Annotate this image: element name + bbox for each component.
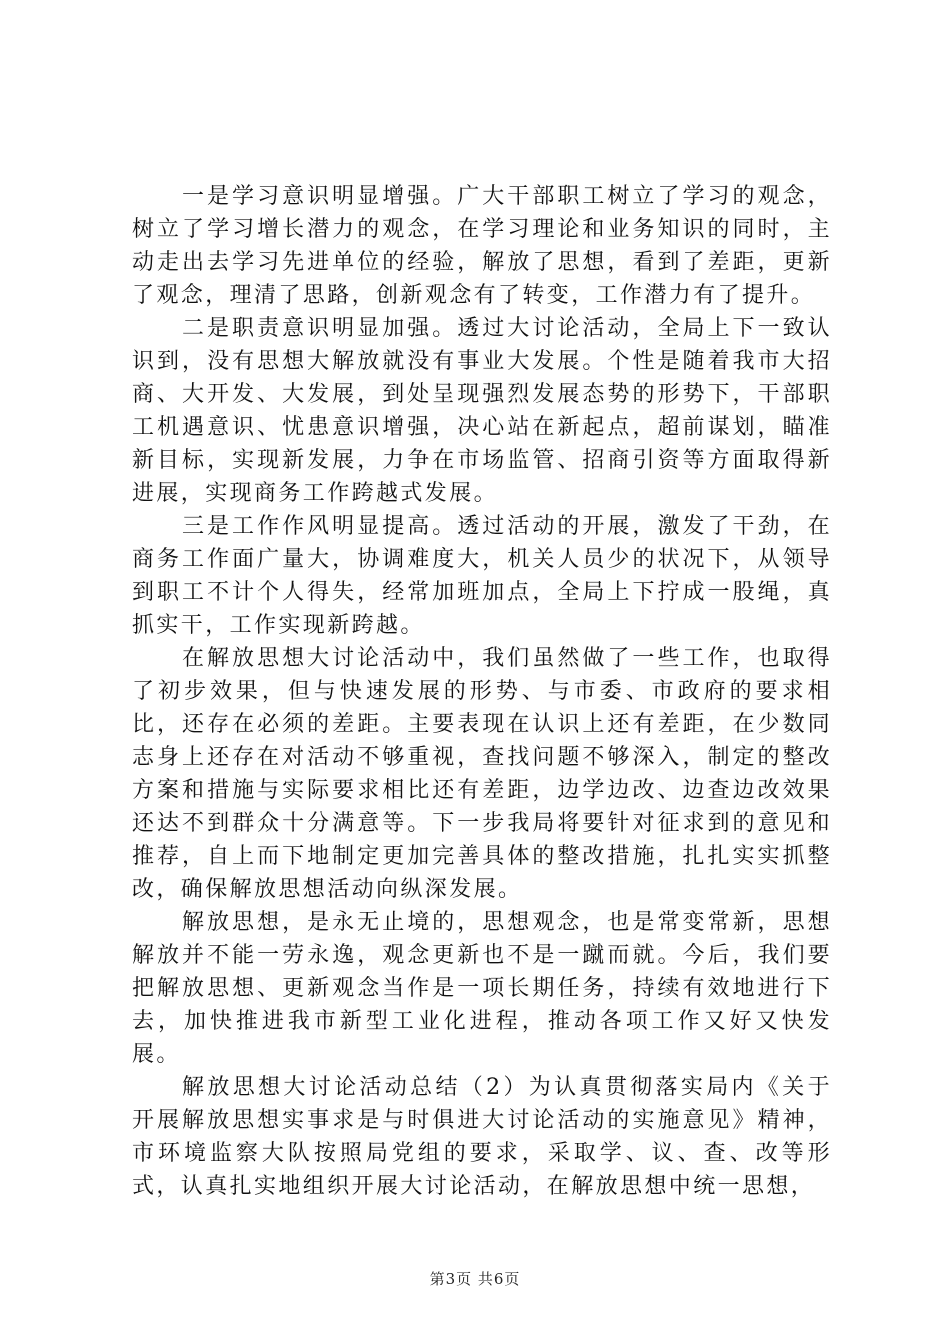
paragraph-learning-awareness: 一是学习意识明显增强。广大干部职工树立了学习的观念，树立了学习增长潜力的观念，在学习理论和业务知识的同时，主动走出去学习先进单位的经验，解放了思想，看到了差距，更新了观念，理清了思路，创新观念有了转变，工作潜力有了提升。 [132, 184, 832, 308]
paragraph-work-style: 三是工作作风明显提高。透过活动的开展，激发了干劲，在商务工作面广量大，协调难度大，机关人员少的状况下，从领导到职工不计个人得失，经常加班加点，全局上下拧成一股绳，真抓实干，工作实现新跨越。 [132, 514, 832, 638]
paragraph-responsibility-awareness: 二是职责意识明显加强。透过大讨论活动，全局上下一致认识到，没有思想大解放就没有事业大发展。个性是随着我市大招商、大开发、大发展，到处呈现强烈发展态势的形势下，干部职工机遇意识、忧患意识增强，决心站在新起点，超前谋划，瞄准新目标，实现新发展，力争在市场监管、招商引资等方面取得新进展，实现商务工作跨越式发展。 [132, 316, 832, 506]
paragraph-summary-2-intro: 解放思想大讨论活动总结（2）为认真贯彻落实局内《关于开展解放思想实事求是与时俱进大讨论活动的实施意见》精神，市环境监察大队按照局党组的要求，采取学、议、查、改等形式，认真扎实地组织开展大讨论活动，在解放思想中统一思想， [132, 1075, 832, 1199]
paragraph-outlook: 解放思想，是永无止境的，思想观念，也是常变常新，思想解放并不能一劳永逸，观念更新也不是一蹴而就。今后，我们要把解放思想、更新观念当作是一项长期任务，持续有效地进行下去，加快推进我市新型工业化进程，推动各项工作又好又快发展。 [132, 910, 832, 1067]
document-body [132, 180, 832, 1203]
page-number-footer: 第3页 共6页 [429, 1270, 521, 1288]
paragraph-shortcomings: 在解放思想大讨论活动中，我们虽然做了一些工作，也取得了初步效果，但与快速发展的形势、与市委、市政府的要求相比，还存在必须的差距。主要表现在认识上还有差距，在少数同志身上还存在对活动不够重视，查找问题不够深入，制定的整改方案和措施与实际要求相比还有差距，边学边改、边查边改效果还达不到群众十分满意等。下一步我局将要针对征求到的意见和推荐，自上而下地制定更加完善具体的整改措施，扎扎实实抓整改，确保解放思想活动向纵深发展。 [132, 646, 832, 902]
